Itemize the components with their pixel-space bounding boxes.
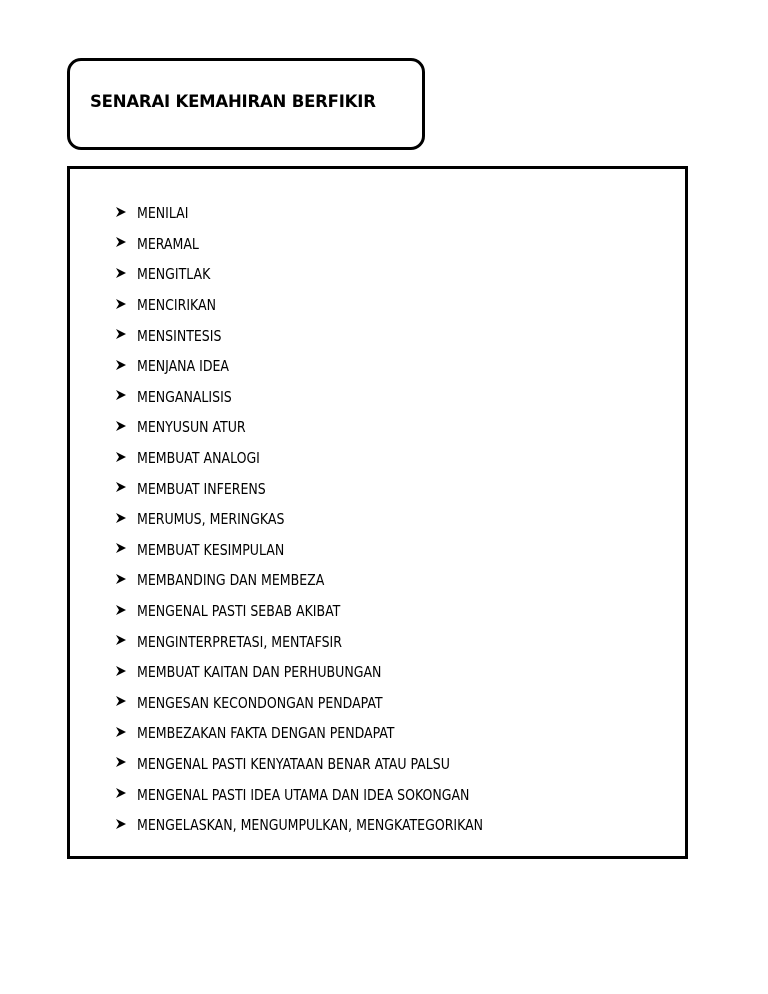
- list-item: [115, 320, 509, 351]
- arrowhead-bullet-icon: [115, 420, 137, 435]
- list-item: [115, 596, 509, 627]
- list-item: [115, 473, 509, 504]
- list-item-label: MEMBEZAKAN FAKTA DENGAN PENDAPAT: [137, 724, 395, 743]
- list-item: [115, 626, 509, 657]
- arrowhead-bullet-icon: [115, 359, 137, 374]
- list-item: [115, 810, 509, 841]
- list-item-label: MENJANA IDEA: [137, 357, 230, 376]
- list-item-label: MENGELASKAN, MENGUMPULKAN, MENGKATEGORIKAN: [137, 816, 484, 835]
- list-item-label: MERUMUS, MERINGKAS: [137, 510, 285, 529]
- arrowhead-bullet-icon: [115, 451, 137, 466]
- list-item: [115, 504, 509, 535]
- list-item-label: MENILAI: [137, 204, 189, 223]
- title-box: [67, 58, 425, 150]
- list-item-label: MENYUSUN ATUR: [137, 418, 246, 437]
- list-item-label: MENSINTESIS: [137, 326, 222, 345]
- list-item: [115, 688, 509, 719]
- list-item-label: MENGINTERPRETASI, MENTAFSIR: [137, 632, 342, 651]
- arrowhead-bullet-icon: [115, 328, 137, 343]
- arrowhead-bullet-icon: [115, 695, 137, 710]
- list-item-label: MEMBUAT KAITAN DAN PERHUBUNGAN: [137, 663, 382, 682]
- arrowhead-bullet-icon: [115, 267, 137, 282]
- skills-list-box: [67, 166, 688, 859]
- arrowhead-bullet-icon: [115, 236, 137, 251]
- list-item: [115, 382, 509, 413]
- arrowhead-bullet-icon: [115, 634, 137, 649]
- arrowhead-bullet-icon: [115, 389, 137, 404]
- skills-list: [115, 198, 509, 840]
- list-item-label: MEMBUAT KESIMPULAN: [137, 540, 285, 559]
- list-item-label: MEMBUAT ANALOGI: [137, 449, 260, 468]
- arrowhead-bullet-icon: [115, 542, 137, 557]
- arrowhead-bullet-icon: [115, 726, 137, 741]
- list-item-label: MEMBUAT INFERENS: [137, 479, 266, 498]
- arrowhead-bullet-icon: [115, 481, 137, 496]
- list-item-label: MENCIRIKAN: [137, 296, 216, 315]
- list-item: [115, 535, 509, 566]
- list-item: [115, 565, 509, 596]
- list-item-label: MEMBANDING DAN MEMBEZA: [137, 571, 325, 590]
- list-item-label: MENGENAL PASTI KENYATAAN BENAR ATAU PALSU: [137, 754, 450, 773]
- list-item: [115, 779, 509, 810]
- list-item-label: MERAMAL: [137, 234, 199, 253]
- list-item: [115, 290, 509, 321]
- arrowhead-bullet-icon: [115, 206, 137, 221]
- arrowhead-bullet-icon: [115, 818, 137, 833]
- list-item-label: MENGENAL PASTI IDEA UTAMA DAN IDEA SOKONGAN: [137, 785, 470, 804]
- list-item: [115, 718, 509, 749]
- list-item-label: MENGITLAK: [137, 265, 211, 284]
- list-item: [115, 749, 509, 780]
- arrowhead-bullet-icon: [115, 573, 137, 588]
- list-item: [115, 351, 509, 382]
- list-item: [115, 259, 509, 290]
- list-item-label: MENGENAL PASTI SEBAB AKIBAT: [137, 602, 341, 621]
- list-item: [115, 198, 509, 229]
- list-item: [115, 657, 509, 688]
- list-item-label: MENGANALISIS: [137, 387, 232, 406]
- arrowhead-bullet-icon: [115, 787, 137, 802]
- list-item: [115, 229, 509, 260]
- arrowhead-bullet-icon: [115, 512, 137, 527]
- arrowhead-bullet-icon: [115, 756, 137, 771]
- list-item: [115, 412, 509, 443]
- list-item: [115, 443, 509, 474]
- arrowhead-bullet-icon: [115, 665, 137, 680]
- page-title: SENARAI KEMAHIRAN BERFIKIR: [90, 92, 376, 111]
- arrowhead-bullet-icon: [115, 298, 137, 313]
- arrowhead-bullet-icon: [115, 604, 137, 619]
- list-item-label: MENGESAN KECONDONGAN PENDAPAT: [137, 693, 383, 712]
